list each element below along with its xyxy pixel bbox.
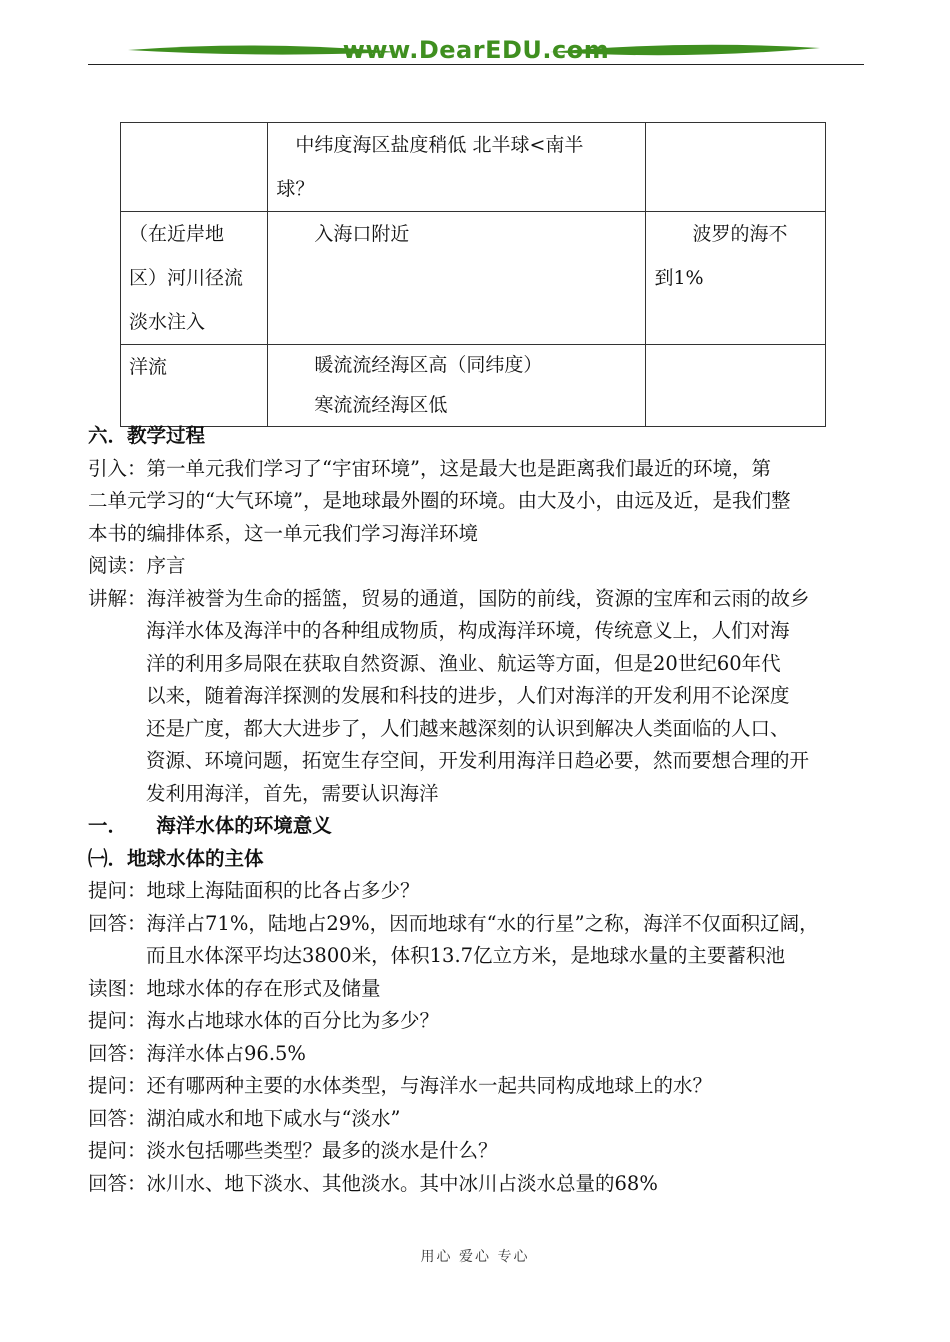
table-cell [268, 212, 646, 345]
cell-line: 到1% [654, 267, 704, 289]
table-cell [121, 345, 268, 427]
lecture-line: 资源、环境问题，拓宽生存空间，开发利用海洋日趋必要，然而要想合理的开 [146, 749, 810, 772]
table-cell [121, 212, 268, 345]
answer-line: 回答：海洋水体占96.5% [88, 1041, 306, 1065]
answer-line: 回答：冰川水、地下淡水、其他淡水。其中冰川占淡水总量的68% [88, 1171, 658, 1195]
reading-line: 阅读：序言 [88, 554, 186, 577]
salinity-table [120, 122, 826, 427]
table-cell [121, 123, 268, 212]
question-line: 提问：海水占地球水体的百分比为多少？ [88, 1009, 440, 1032]
lecture-line: 发利用海洋，首先，需要认识海洋 [146, 781, 439, 805]
cell-line: 洋流 [129, 356, 168, 378]
question-line: 提问：淡水包括哪些类型？最多的淡水是什么？ [88, 1139, 498, 1162]
lecture-line: 以来，随着海洋探测的发展和科技的进步，人们对海洋的开发利用不论深度 [146, 684, 790, 707]
lecture-line: 洋的利用多局限在获取自然资源、渔业、航运等方面，但是20世纪60年代 [146, 651, 781, 675]
cell-line: 中纬度海区盐度稍低 北半球<南半 [276, 134, 584, 156]
lecture-line: 海洋水体及海洋中的各种组成物质，构成海洋环境，传统意义上，人们对海 [146, 619, 790, 642]
table-row [121, 123, 826, 212]
intro-line: 本书的编排体系，这一单元我们学习海洋环境 [88, 521, 479, 545]
answer-line: 而且水体深平均达3800米，体积13.7亿立方米，是地球水量的主要蓄积池 [146, 944, 786, 967]
table-cell [646, 123, 826, 212]
table-cell [646, 345, 826, 427]
section-heading: 六．教学过程 [88, 424, 206, 447]
cell-line: 淡水注入 [129, 311, 206, 333]
table-cell [646, 212, 826, 345]
table-row [121, 212, 826, 345]
read-map-line: 读图：地球水体的存在形式及储量 [88, 976, 381, 1000]
table-row [121, 345, 826, 427]
question-line: 提问：地球上海陆面积的比各占多少？ [88, 879, 420, 902]
site-logo-text: www.DearEDU.com [342, 36, 610, 64]
table-cell [268, 345, 646, 427]
lecture-line: 还是广度，都大大进步了，人们越来越深刻的认识到解决人类面临的人口、 [146, 716, 790, 740]
answer-line: 回答：湖泊咸水和地下咸水与“淡水” [88, 1106, 401, 1130]
cell-line: 寒流流经海区低 [276, 394, 448, 416]
chapter-heading: 一． 海洋水体的环境意义 [88, 814, 332, 837]
cell-line: 暖流流经海区高（同纬度） [276, 354, 543, 376]
table-cell [268, 123, 646, 212]
cell-line: 波罗的海不 [654, 223, 788, 245]
cell-line: 球？ [276, 178, 315, 200]
cell-line: （在近岸地 [129, 223, 225, 245]
question-line: 提问：还有哪两种主要的水体类型，与海洋水一起共同构成地球上的水？ [88, 1074, 713, 1097]
lecture-line: 讲解：海洋被誉为生命的摇篮，贸易的通道，国防的前线，资源的宝库和云雨的故乡 [88, 586, 810, 610]
cell-line: 入海口附近 [276, 223, 410, 245]
intro-line: 引入：第一单元我们学习了“宇宙环境”，这是最大也是距离我们最近的环境，第 [88, 456, 771, 480]
page-header [88, 30, 864, 70]
intro-line: 二单元学习的“大气环境”，是地球最外圈的环境。由大及小，由远及近，是我们整 [88, 489, 791, 512]
subsection-heading: ㈠．地球水体的主体 [88, 846, 264, 870]
page-footer: 用心 爱心 专心 [420, 1249, 530, 1265]
answer-line: 回答：海洋占71%，陆地占29%，因而地球有“水的行星”之称，海洋不仅面积辽阔， [88, 911, 819, 935]
header-divider [88, 64, 864, 65]
cell-line: 区）河川径流 [129, 267, 244, 289]
lesson-body [88, 420, 868, 1200]
